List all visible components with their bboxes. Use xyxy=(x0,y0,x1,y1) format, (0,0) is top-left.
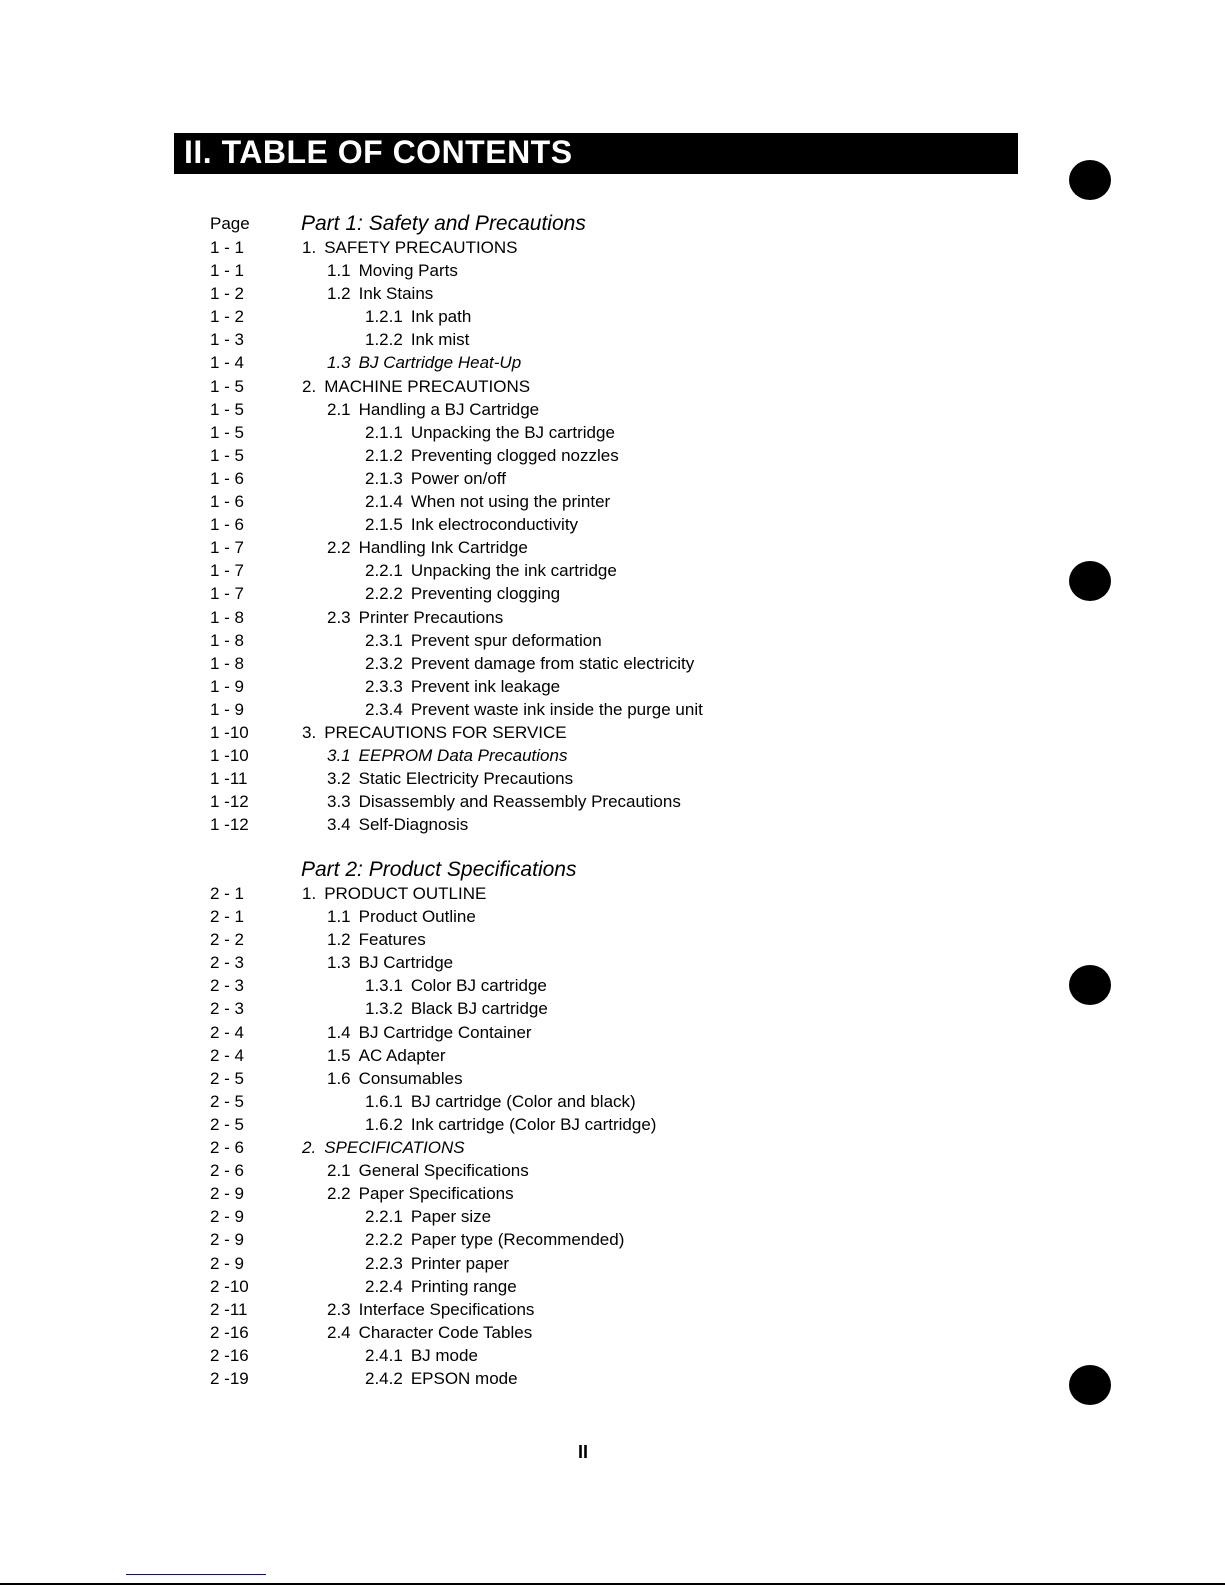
toc-entry-title xyxy=(365,1113,656,1136)
toc-page-ref: 2 - 2 xyxy=(210,930,245,950)
toc-entry-title xyxy=(365,698,703,721)
toc-section-title: Ink mist xyxy=(410,330,470,350)
toc-section-title: Product Outline xyxy=(358,907,476,927)
toc-entry-title xyxy=(327,905,476,928)
toc-page-ref: 1 - 7 xyxy=(210,561,245,581)
part-heading: Part 2: Product Specifications xyxy=(301,858,577,881)
toc-page-ref: 2 - 6 xyxy=(210,1138,245,1158)
toc-section-title: Interface Specifications xyxy=(358,1299,535,1319)
toc-section-title: Printer paper xyxy=(410,1253,510,1273)
toc-section-number: 1.3.1 xyxy=(365,976,403,996)
toc-entry-title xyxy=(365,1205,491,1228)
toc-page-ref: 2 - 3 xyxy=(210,953,245,973)
toc-entry xyxy=(0,1021,1225,1044)
toc-entry xyxy=(0,813,1225,836)
toc-page-ref: 1 - 4 xyxy=(210,353,245,373)
toc-section-number: 2.1 xyxy=(327,399,351,419)
toc-section-number: 2.1.3 xyxy=(365,468,403,488)
toc-section-title: Moving Parts xyxy=(358,261,458,281)
toc-section-number: 1.1 xyxy=(327,261,351,281)
toc-section-title: Disassembly and Reassembly Precautions xyxy=(358,792,681,812)
toc-section-number: 3.2 xyxy=(327,769,351,789)
toc-page-ref: 1 - 5 xyxy=(210,376,245,396)
toc-page-ref: 2 - 5 xyxy=(210,1068,245,1088)
toc-page-ref: 1 - 2 xyxy=(210,307,245,327)
toc-page-ref: 1 - 9 xyxy=(210,676,245,696)
toc-entry xyxy=(0,606,1225,629)
toc-entry-title xyxy=(302,375,530,398)
toc-entry-title xyxy=(327,928,426,951)
toc-page-ref: 2 -10 xyxy=(210,1276,249,1296)
toc-part-2 xyxy=(0,858,1225,1390)
toc-entry xyxy=(0,790,1225,813)
toc-entry xyxy=(0,928,1225,951)
toc-section-number: 1.4 xyxy=(327,1022,351,1042)
toc-entry xyxy=(0,1044,1225,1067)
toc-entry-title xyxy=(365,1344,478,1367)
toc-page-ref: 1 -12 xyxy=(210,792,249,812)
toc-entry-title xyxy=(327,536,528,559)
toc-section-title: BJ mode xyxy=(410,1345,478,1365)
toc-entry xyxy=(0,282,1225,305)
toc-entry-title xyxy=(327,1321,532,1344)
toc-entry xyxy=(0,744,1225,767)
part-heading: Part 1: Safety and Precautions xyxy=(301,212,586,235)
toc-section-title: EPSON mode xyxy=(410,1368,518,1388)
toc-page-ref: 1 - 1 xyxy=(210,261,245,281)
toc-entry xyxy=(0,559,1225,582)
toc-entry-title xyxy=(327,1044,446,1067)
toc-section-title: Paper type (Recommended) xyxy=(410,1230,625,1250)
toc-section-title: Paper Specifications xyxy=(358,1184,514,1204)
toc-entry xyxy=(0,536,1225,559)
toc-section-number: 2.2.4 xyxy=(365,1276,403,1296)
toc-section-title: Printing range xyxy=(410,1276,517,1296)
toc-page-ref: 1 -11 xyxy=(210,769,248,789)
toc-section-title: Prevent waste ink inside the purge unit xyxy=(410,699,703,719)
toc-section-title: General Specifications xyxy=(358,1161,529,1181)
toc-page-ref: 1 - 6 xyxy=(210,492,245,512)
toc-entry xyxy=(0,490,1225,513)
toc-entry-title xyxy=(365,675,560,698)
divider xyxy=(126,1574,266,1575)
toc-page-ref: 2 - 9 xyxy=(210,1184,245,1204)
toc-section-title: Prevent ink leakage xyxy=(410,676,561,696)
toc-entry-title xyxy=(327,767,573,790)
toc-page-ref: 1 - 8 xyxy=(210,630,245,650)
toc-page-ref: 1 - 7 xyxy=(210,538,245,558)
toc-entry xyxy=(0,1113,1225,1136)
toc-entry xyxy=(0,629,1225,652)
toc-entry xyxy=(0,1205,1225,1228)
toc-section-number: 2.4.2 xyxy=(365,1368,403,1388)
toc-section-title: Ink electroconductivity xyxy=(410,515,579,535)
toc-section-title: Paper size xyxy=(410,1207,492,1227)
toc-section-number: 3.4 xyxy=(327,815,351,835)
toc-entry xyxy=(0,1321,1225,1344)
toc-entry-title xyxy=(302,721,567,744)
toc-page-ref: 1 - 5 xyxy=(210,445,245,465)
toc-section-title: EEPROM Data Precautions xyxy=(358,746,568,766)
toc-entry xyxy=(0,1136,1225,1159)
toc-section-title: Ink cartridge (Color BJ cartridge) xyxy=(410,1114,657,1134)
toc-section-number: 1.3 xyxy=(327,353,351,373)
toc-page-ref: 2 - 4 xyxy=(210,1022,245,1042)
toc-entry xyxy=(0,1090,1225,1113)
toc-section-number: 1.6 xyxy=(327,1068,351,1088)
toc-entry-title xyxy=(327,1021,532,1044)
toc-entry xyxy=(0,421,1225,444)
toc-page-ref: 1 - 1 xyxy=(210,238,245,257)
toc-section-title: AC Adapter xyxy=(358,1045,446,1065)
toc-section-number: 1.2.2 xyxy=(365,330,403,350)
toc-section-number: 2.2 xyxy=(327,538,351,558)
toc-entry xyxy=(0,513,1225,536)
toc-entry xyxy=(0,951,1225,974)
toc-page-ref: 2 -16 xyxy=(210,1345,249,1365)
toc-page-ref: 1 - 3 xyxy=(210,330,245,350)
toc-section-number: 2. xyxy=(302,376,317,396)
toc-page-ref: 2 -19 xyxy=(210,1368,249,1388)
toc-section-number: 1.6.1 xyxy=(365,1091,403,1111)
toc-section-title: PRODUCT OUTLINE xyxy=(324,884,487,903)
toc-entry xyxy=(0,974,1225,997)
toc-entry xyxy=(0,1367,1225,1390)
toc-entry-title xyxy=(327,744,567,767)
page-number: II xyxy=(578,1442,589,1462)
toc-section-number: 2.3.3 xyxy=(365,676,403,696)
toc-entry xyxy=(0,1252,1225,1275)
toc-section-number: 2.3 xyxy=(327,607,351,627)
toc-section-number: 1. xyxy=(302,884,317,903)
toc-section-title: Power on/off xyxy=(410,468,506,488)
toc-section-number: 3. xyxy=(302,722,317,742)
part-heading-row xyxy=(0,212,1225,236)
part-heading-row xyxy=(0,858,1225,882)
toc-entry xyxy=(0,259,1225,282)
toc-entry xyxy=(0,582,1225,605)
toc-section-title: Character Code Tables xyxy=(358,1322,533,1342)
toc-entry-title xyxy=(365,974,547,997)
toc-page-ref: 1 -10 xyxy=(210,722,249,742)
toc-section-title: Prevent damage from static electricity xyxy=(410,653,695,673)
toc-section-number: 1.1 xyxy=(327,907,351,927)
toc-entry xyxy=(0,398,1225,421)
toc-section-title: BJ Cartridge Container xyxy=(358,1022,532,1042)
toc-section-title: Ink Stains xyxy=(358,284,434,304)
toc-page-ref: 2 - 5 xyxy=(210,1091,245,1111)
toc-entry xyxy=(0,1067,1225,1090)
toc-entry xyxy=(0,351,1225,374)
toc-entry-title xyxy=(327,606,503,629)
toc-page-ref: 1 - 2 xyxy=(210,284,245,304)
toc-page-ref: 2 - 3 xyxy=(210,976,245,996)
toc-section-title: SPECIFICATIONS xyxy=(324,1138,465,1158)
toc-section-title: SAFETY PRECAUTIONS xyxy=(324,238,518,257)
toc-section-number: 2.1.4 xyxy=(365,492,403,512)
toc-section-number: 2.1.5 xyxy=(365,515,403,535)
toc-entry-title xyxy=(327,1159,529,1182)
toc-entry xyxy=(0,305,1225,328)
toc-entry-title xyxy=(327,282,433,305)
toc-entry xyxy=(0,467,1225,490)
toc-entry xyxy=(0,1344,1225,1367)
toc-entry-title xyxy=(365,582,560,605)
toc-page-ref: 2 - 9 xyxy=(210,1207,245,1227)
toc-page-ref: 2 - 9 xyxy=(210,1230,245,1250)
toc-section-title: Self-Diagnosis xyxy=(358,815,469,835)
toc-entry-title xyxy=(365,997,548,1020)
toc-section-number: 2. xyxy=(302,1138,317,1158)
toc-section-title: Ink path xyxy=(410,307,472,327)
toc-section-number: 2.4 xyxy=(327,1322,351,1342)
toc-entry-title xyxy=(327,351,521,374)
toc-entry xyxy=(0,444,1225,467)
toc-page-ref: 1 -12 xyxy=(210,815,249,835)
toc-page-ref: 1 - 5 xyxy=(210,422,245,442)
toc-page-ref: 2 -16 xyxy=(210,1322,249,1342)
toc-entry-title xyxy=(365,1228,624,1251)
toc-entry-title xyxy=(365,444,619,467)
toc-section-title: Unpacking the ink cartridge xyxy=(410,561,617,581)
toc-section-title: Preventing clogged nozzles xyxy=(410,445,619,465)
toc-page-ref: 2 - 5 xyxy=(210,1114,245,1134)
toc-entry-title xyxy=(302,236,518,259)
toc-section-number: 2.2.1 xyxy=(365,561,403,581)
toc-entry xyxy=(0,1182,1225,1205)
toc-section-title: BJ Cartridge xyxy=(358,953,454,973)
toc-section-number: 3.3 xyxy=(327,792,351,812)
toc-entry-title xyxy=(327,1182,514,1205)
toc-page-ref: 2 -11 xyxy=(210,1299,248,1319)
toc-section-number: 2.3 xyxy=(327,1299,351,1319)
toc-section-number: 2.2 xyxy=(327,1184,351,1204)
toc-entry xyxy=(0,652,1225,675)
toc-section-number: 2.4.1 xyxy=(365,1345,403,1365)
toc-page-ref: 1 - 6 xyxy=(210,468,245,488)
toc-entry-title xyxy=(365,467,506,490)
toc-entry xyxy=(0,328,1225,351)
toc-entry-title xyxy=(365,629,602,652)
toc-section-number: 2.2.3 xyxy=(365,1253,403,1273)
toc-page-ref: 2 - 3 xyxy=(210,999,245,1019)
toc-entry xyxy=(0,236,1225,259)
toc-entry xyxy=(0,375,1225,398)
toc-section-title: Handling Ink Cartridge xyxy=(358,538,528,558)
toc-entry-title xyxy=(365,1090,636,1113)
toc-section-number: 2.1.2 xyxy=(365,445,403,465)
toc-page-ref: 1 - 9 xyxy=(210,699,245,719)
toc-section-number: 1.2 xyxy=(327,930,351,950)
toc-entry xyxy=(0,997,1225,1020)
toc-section-title: PRECAUTIONS FOR SERVICE xyxy=(324,722,567,742)
toc-section-number: 2.2.2 xyxy=(365,1230,403,1250)
toc-entry-title xyxy=(365,1252,509,1275)
toc-entry xyxy=(0,721,1225,744)
toc-entry-title xyxy=(327,1298,534,1321)
toc-entry-title xyxy=(302,1136,465,1159)
toc-section-number: 3.1 xyxy=(327,746,351,766)
toc-entry-title xyxy=(302,882,486,905)
toc-page-ref: 2 - 1 xyxy=(210,884,245,903)
toc-entry xyxy=(0,1298,1225,1321)
toc-section-number: 1.3.2 xyxy=(365,999,403,1019)
page-column-label: Page xyxy=(210,214,250,233)
toc-entry xyxy=(0,905,1225,928)
toc-section-number: 2.3.1 xyxy=(365,630,403,650)
toc-entry-title xyxy=(365,513,578,536)
toc-section-title: Static Electricity Precautions xyxy=(358,769,574,789)
title-bar xyxy=(174,133,1018,174)
toc-section-number: 1.3 xyxy=(327,953,351,973)
toc-section-number: 1.2.1 xyxy=(365,307,403,327)
toc-entry-title xyxy=(365,1275,517,1298)
toc-page-ref: 2 - 6 xyxy=(210,1161,245,1181)
toc-section-number: 1.6.2 xyxy=(365,1114,403,1134)
toc-section-title: Consumables xyxy=(358,1068,463,1088)
toc-section-number: 1.2 xyxy=(327,284,351,304)
toc-section-number: 2.3.2 xyxy=(365,653,403,673)
toc-section-number: 2.3.4 xyxy=(365,699,403,719)
toc-entry-title xyxy=(365,328,469,351)
toc-section-number: 1.5 xyxy=(327,1045,351,1065)
toc-page-ref: 1 -10 xyxy=(210,746,249,766)
toc-section-title: Printer Precautions xyxy=(358,607,504,627)
toc-section-title: Prevent spur deformation xyxy=(410,630,602,650)
toc-section-title: Handling a BJ Cartridge xyxy=(358,399,540,419)
toc-section-title: MACHINE PRECAUTIONS xyxy=(324,376,531,396)
toc-page-ref: 1 - 7 xyxy=(210,584,245,604)
toc-entry xyxy=(0,1275,1225,1298)
toc-entry-title xyxy=(365,1367,518,1390)
toc-entry-title xyxy=(327,813,468,836)
toc-entry xyxy=(0,767,1225,790)
toc-entry-title xyxy=(327,1067,463,1090)
toc-entry xyxy=(0,698,1225,721)
toc-part-1 xyxy=(0,212,1225,836)
punch-hole-icon xyxy=(1069,160,1111,200)
toc-section-number: 2.1 xyxy=(327,1161,351,1181)
toc-section-title: When not using the printer xyxy=(410,492,611,512)
toc-section-title: Unpacking the BJ cartridge xyxy=(410,422,615,442)
toc-page-ref: 2 - 4 xyxy=(210,1045,245,1065)
toc-entry-title xyxy=(365,559,617,582)
toc-entry xyxy=(0,1228,1225,1251)
toc-page-ref: 1 - 8 xyxy=(210,653,245,673)
toc-entry xyxy=(0,882,1225,905)
toc-section-title: Black BJ cartridge xyxy=(410,999,548,1019)
toc-entry-title xyxy=(327,790,681,813)
toc-entry-title xyxy=(365,490,610,513)
toc-section-title: BJ Cartridge Heat-Up xyxy=(358,353,522,373)
toc-page-ref: 1 - 5 xyxy=(210,399,245,419)
toc-entry-title xyxy=(327,398,539,421)
toc-section-number: 2.1.1 xyxy=(365,422,403,442)
toc-section-title: Preventing clogging xyxy=(410,584,561,604)
toc-entry-title xyxy=(327,951,453,974)
toc-page-ref: 1 - 6 xyxy=(210,515,245,535)
toc-section-number: 1. xyxy=(302,238,317,257)
page-title: II. TABLE OF CONTENTS xyxy=(184,134,573,170)
toc-section-title: Color BJ cartridge xyxy=(410,976,547,996)
toc-entry-title xyxy=(365,652,694,675)
toc-entry-title xyxy=(365,421,615,444)
toc-page-ref: 2 - 9 xyxy=(210,1253,245,1273)
toc-entry-title xyxy=(327,259,458,282)
toc-page-ref: 2 - 1 xyxy=(210,907,245,927)
toc-page-ref: 1 - 8 xyxy=(210,607,245,627)
toc-section-number: 2.2.1 xyxy=(365,1207,403,1227)
toc-section-title: BJ cartridge (Color and black) xyxy=(410,1091,636,1111)
toc-entry-title xyxy=(365,305,471,328)
toc-entry xyxy=(0,1159,1225,1182)
toc-entry xyxy=(0,675,1225,698)
toc-section-title: Features xyxy=(358,930,426,950)
toc-section-number: 2.2.2 xyxy=(365,584,403,604)
